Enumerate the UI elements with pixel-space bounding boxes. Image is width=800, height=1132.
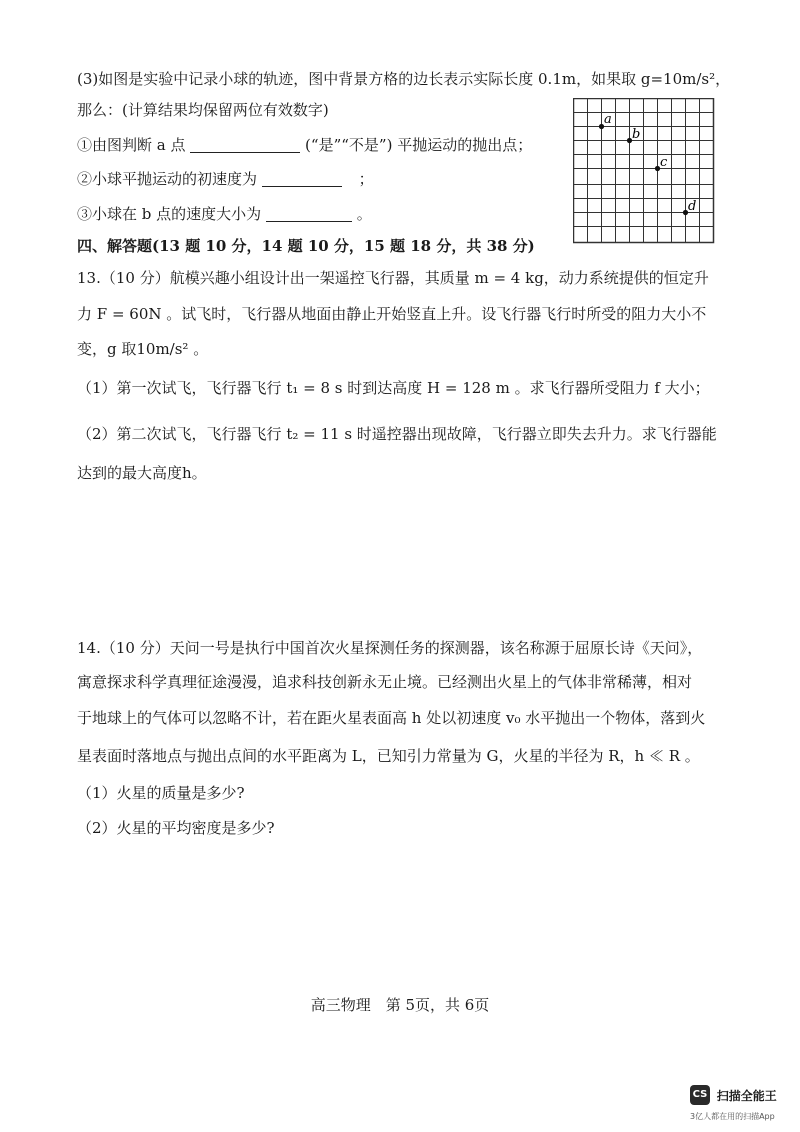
q3-item1-post: (“是”“不是”) 平抛运动的抛出点；	[305, 136, 533, 154]
q3-item2-pre: ②小球平抛运动的初速度为	[77, 170, 258, 188]
q3-item2-post: ；	[358, 170, 374, 188]
q14-line2: 寓意探求科学真理征途漫漫，追求科技创新永无止境。已经测出火星上的气体非常稀薄，相对	[77, 673, 693, 691]
q3-item2	[77, 168, 374, 190]
q3-item2-blank[interactable]	[262, 170, 342, 187]
page-footer: 高三物理 第 5页，共 6页	[310, 996, 490, 1014]
q14-line4: 星表面时落地点与抛出点间的水平距离为 L，已知引力常量为 G，火星的半径为 R，h ≪ R 。	[77, 747, 700, 765]
label-d: d	[688, 199, 697, 214]
q3-item3	[77, 203, 372, 225]
label-a: a	[604, 112, 612, 127]
q14-line3: 于地球上的气体可以忽略不计，若在距火星表面高 h 处以初速度 v₀ 水平抛出一个物体，落到火	[77, 709, 706, 727]
q3-item1	[77, 134, 532, 156]
label-b: b	[632, 127, 641, 142]
q13-line3: 变，g 取10m/s² 。	[77, 340, 209, 358]
label-c: c	[660, 155, 668, 170]
q3-item3-blank[interactable]	[266, 205, 352, 222]
camscanner-logo-icon: CS	[690, 1085, 710, 1105]
q3-line1: (3)如图是实验中记录小球的轨迹，图中背景方格的边长表示实际长度 0.1m，如果取 g=10m/s²，	[77, 70, 731, 88]
q3-item1-blank[interactable]	[190, 136, 300, 153]
q14-line1: 14.（10 分）天问一号是执行中国首次火星探测任务的探测器，该名称源于屈原长诗《天问》，	[77, 639, 703, 657]
q13-part2-line1: （2）第二次试飞，飞行器飞行 t₂ = 11 s 时遥控器出现故障，飞行器立即失去升力。求飞行器能	[77, 425, 717, 443]
q14-part1: （1）火星的质量是多少?	[77, 784, 245, 802]
section4-heading: 四、解答题(13 题 10 分，14 题 10 分，15 题 18 分，共 38 分)	[77, 237, 535, 255]
q13-part1: （1）第一次试飞，飞行器飞行 t₁ = 8 s 时到达高度 H = 128 m 。求飞行器所受阻力 f 大小；	[77, 379, 710, 397]
q3-item3-post: 。	[356, 205, 372, 223]
trajectory-grid-figure	[573, 98, 715, 244]
q3-line2: 那么：(计算结果均保留两位有效数字)	[77, 101, 329, 119]
scanner-watermark	[690, 1085, 777, 1122]
q13-part2-line2: 达到的最大高度h。	[77, 464, 207, 482]
q14-part2: （2）火星的平均密度是多少?	[77, 819, 275, 837]
watermark-tagline: 3亿人都在用的扫描App	[690, 1112, 775, 1121]
q3-item1-pre: ①由图判断 a 点	[77, 136, 186, 154]
q13-line2: 力 F = 60N 。试飞时，飞行器从地面由静止开始竖直上升。设飞行器飞行时所受的阻力大小不	[77, 305, 707, 323]
watermark-name: 扫描全能王	[716, 1088, 777, 1103]
q13-line1: 13.（10 分）航模兴趣小组设计出一架遥控飞行器，其质量 m = 4 kg，动力系统提供的恒定升	[77, 269, 709, 287]
q3-item3-pre: ③小球在 b 点的速度大小为	[77, 205, 262, 223]
